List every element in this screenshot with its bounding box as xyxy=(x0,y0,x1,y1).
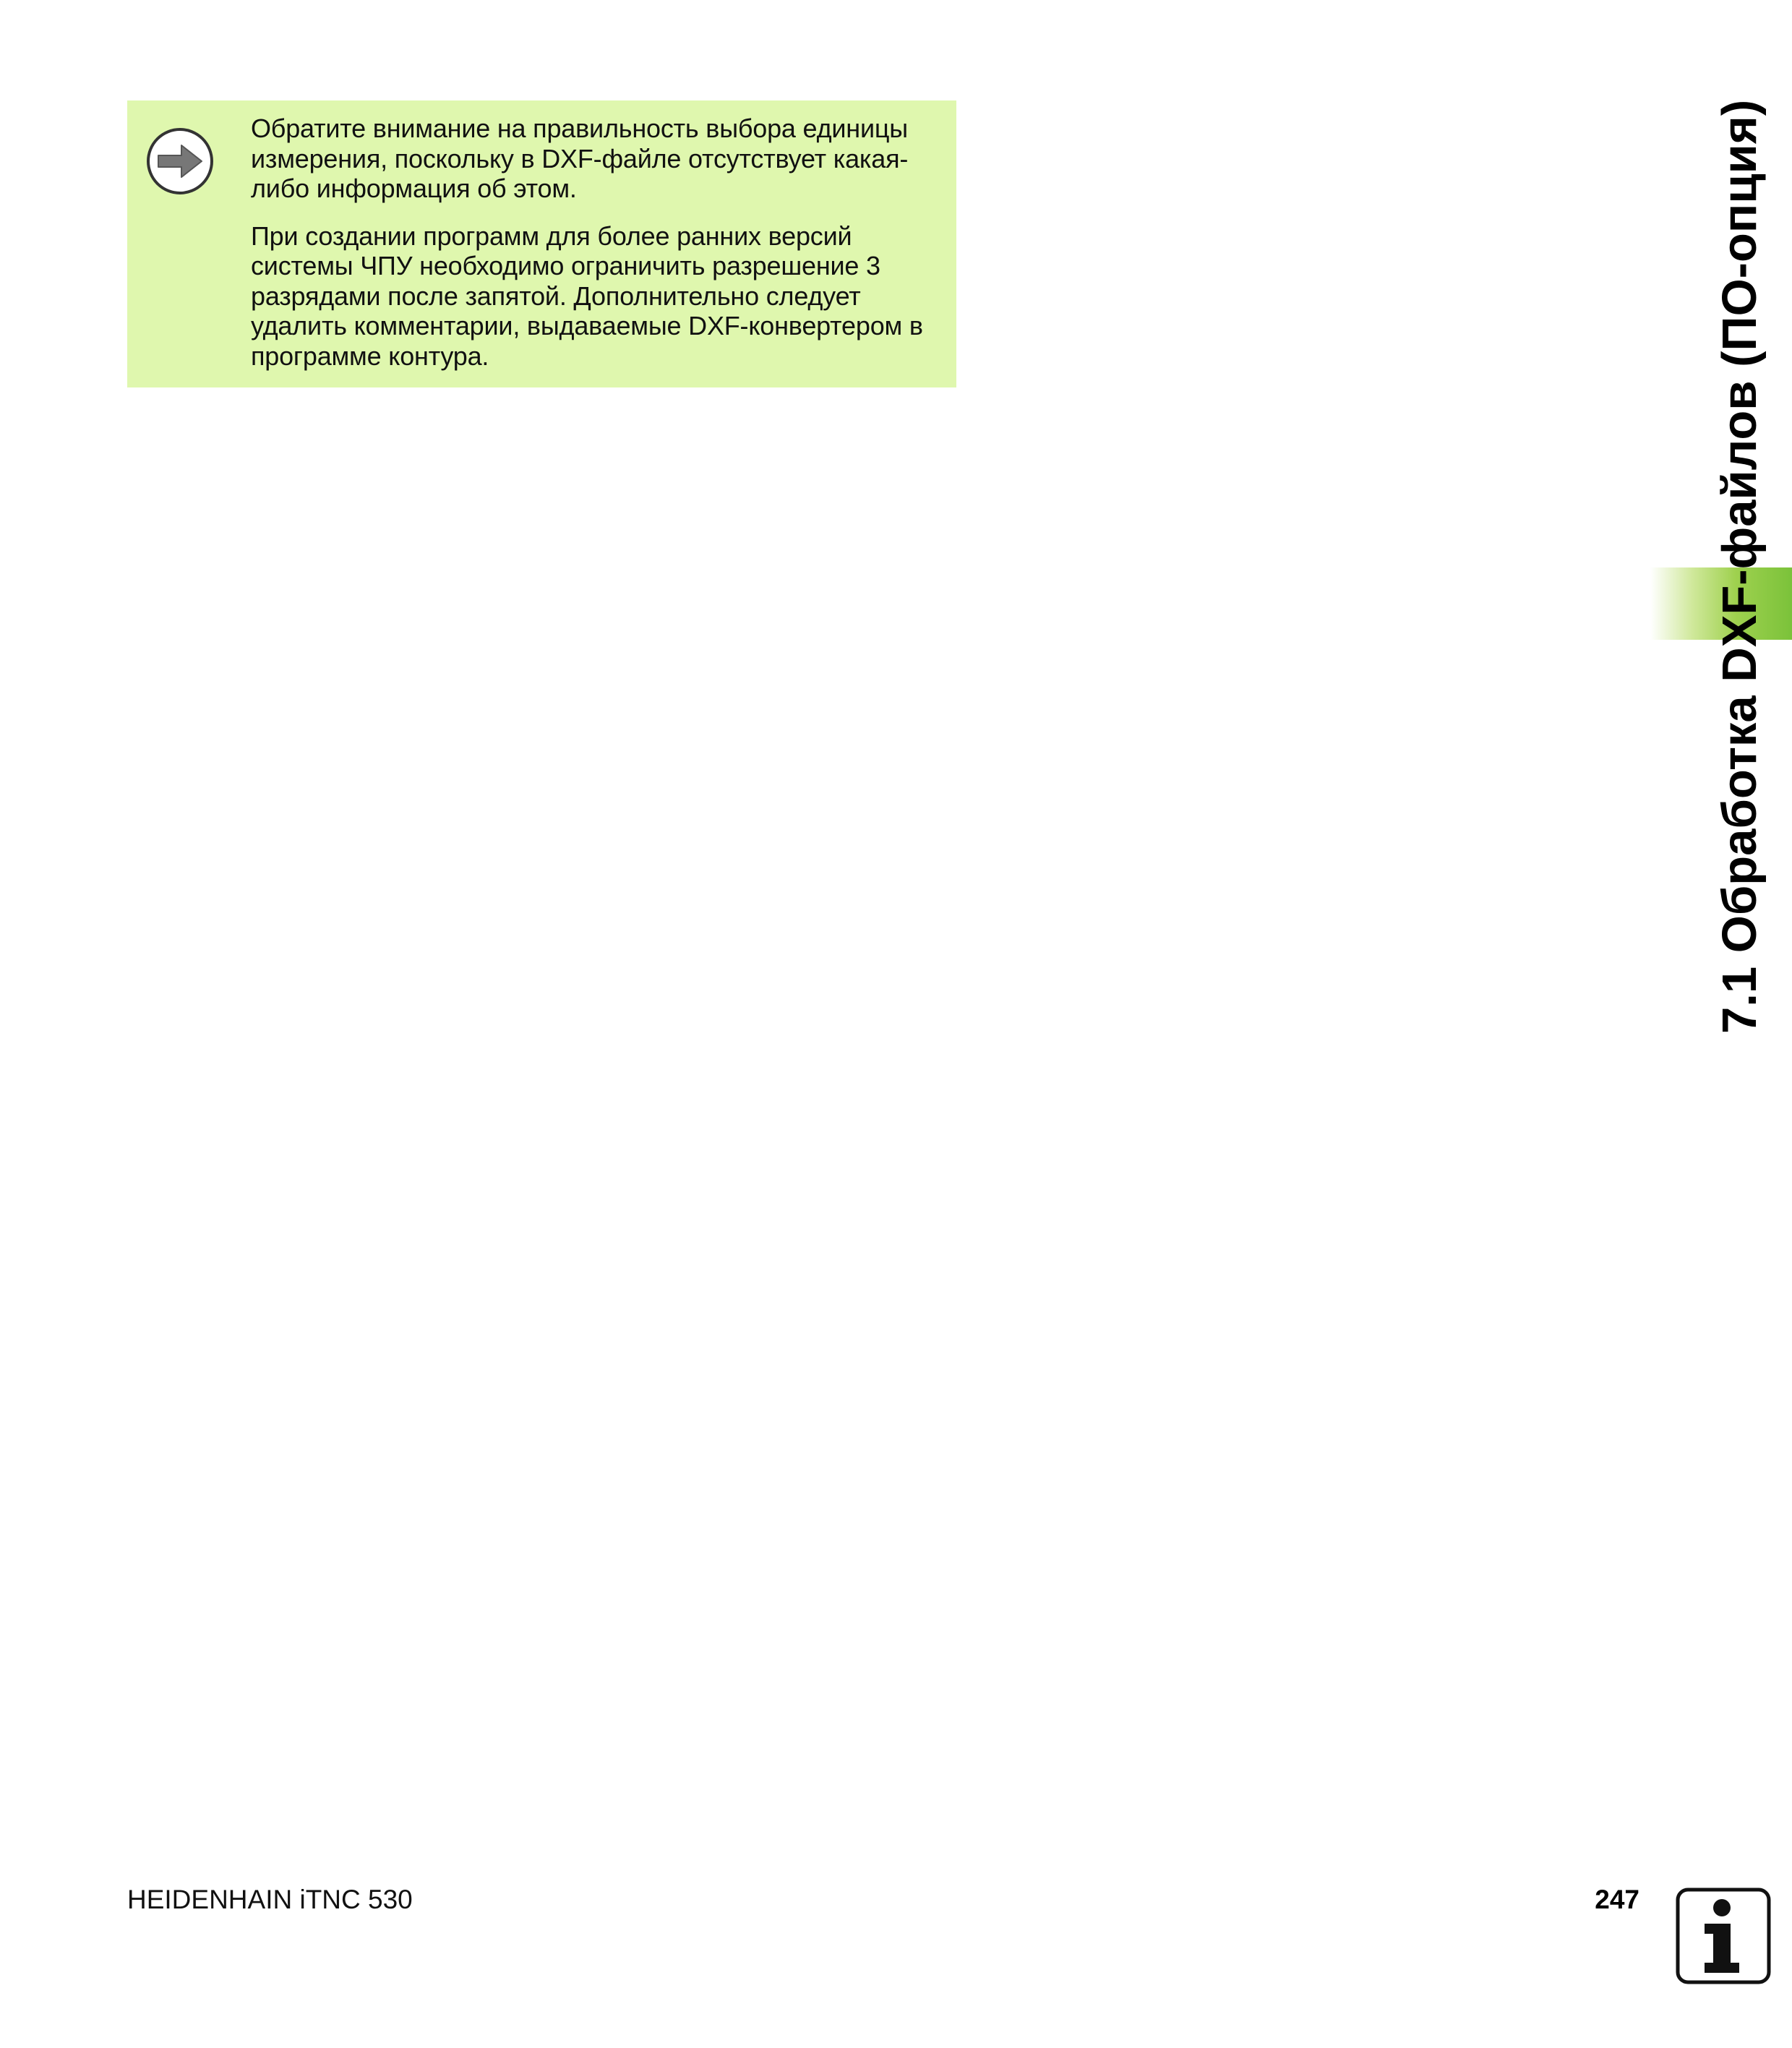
page-number: 247 xyxy=(1595,1885,1639,1914)
note-paragraph-1: Обратите внимание на правильность выбора единицы измерения, поскольку в DXF-файле отсутствует какая-либо информация об этом. xyxy=(251,113,909,203)
footer-product: HEIDENHAIN iTNC 530 xyxy=(127,1885,413,1914)
note-box xyxy=(127,100,956,387)
chapter-title: 7.1 Обработка DXF-файлов (ПО-опция) xyxy=(1712,99,1767,1034)
note-text xyxy=(251,113,945,388)
note-paragraph-2: При создании программ для более ранних версий системы ЧПУ необходимо ограничить разрешение 3 разрядами после запятой. Дополнительно следует удалить комментарии, выдаваемые DXF-конвертером в программе контура. xyxy=(251,220,923,371)
arrow-right-circle-icon xyxy=(145,127,215,196)
info-icon xyxy=(1676,1888,1771,1984)
